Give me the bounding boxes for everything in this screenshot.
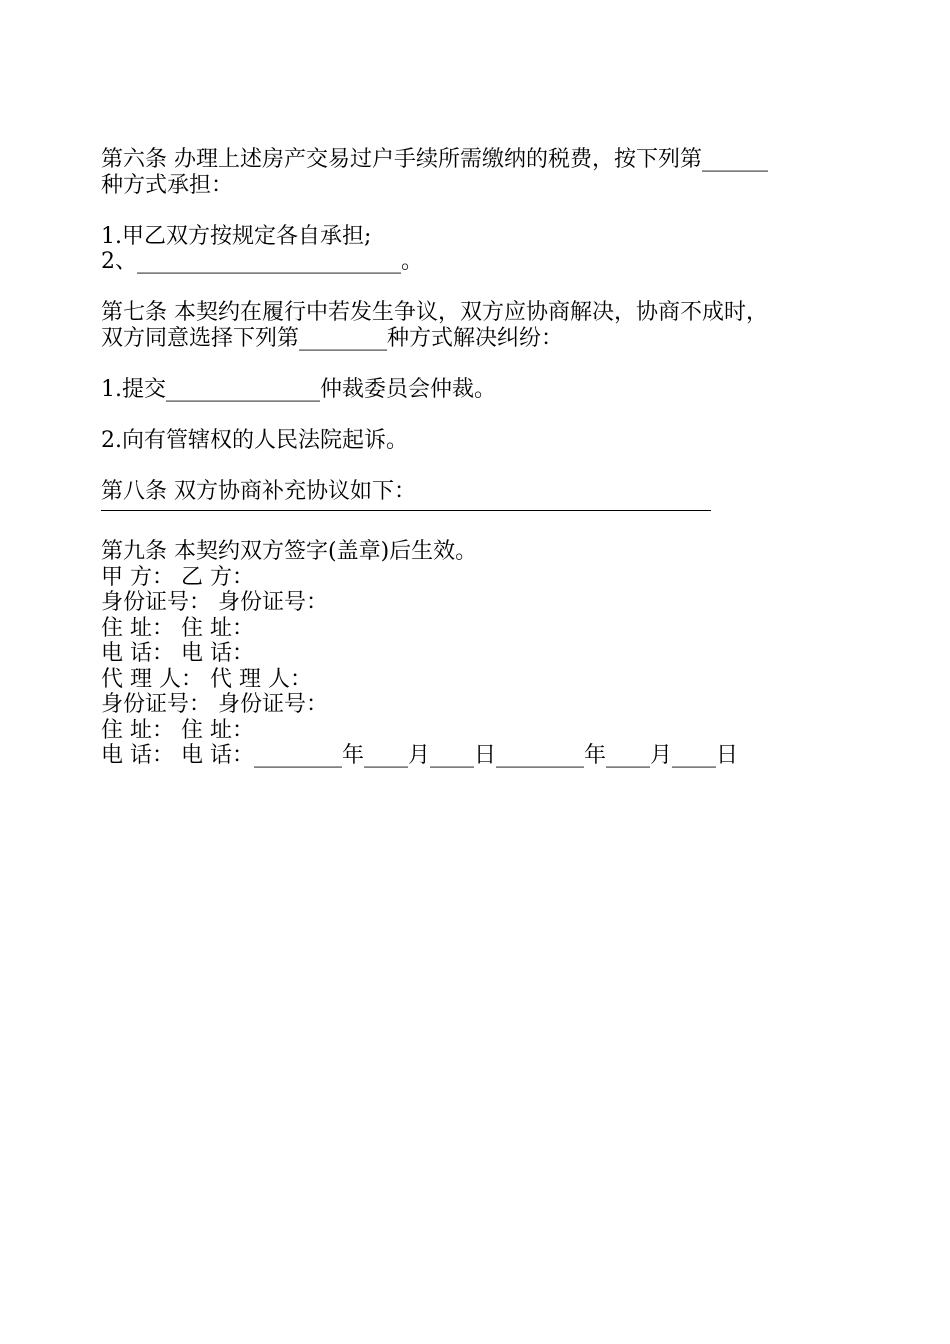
article-9 — [101, 539, 861, 769]
article-6-line-2: 种方式承担： — [101, 172, 234, 198]
article-8 — [101, 479, 861, 512]
article-6 — [101, 147, 861, 275]
article-6-option-2: 2、________________________。 — [101, 249, 423, 274]
contract-page — [101, 147, 861, 769]
address-line: 住 址： 住 址： — [101, 615, 254, 641]
article-6-line-1: 第六条 办理上述房产交易过户手续所需缴纳的税费，按下列第______ — [101, 147, 768, 172]
agent-line: 代 理 人： 代 理 人： — [101, 666, 312, 692]
paragraph-gap — [101, 453, 861, 479]
article-7-line-2: 双方同意选择下列第________种方式解决纠纷： — [101, 325, 564, 351]
party-a-b-line: 甲 方： 乙 方： — [101, 564, 254, 590]
paragraph-gap — [101, 402, 861, 428]
agent-address-line: 住 址： 住 址： — [101, 717, 254, 743]
agent-phone-date-line: 电 话： 电 话：________年____月____日________年____月____日 — [101, 743, 738, 768]
article-9-line-1: 第九条 本契约双方签字(盖章)后生效。 — [101, 539, 478, 564]
paragraph-gap — [101, 275, 861, 301]
phone-line: 电 话： 电 话： — [101, 641, 254, 666]
id-number-line: 身份证号： 身份证号： — [101, 590, 328, 615]
article-7 — [101, 300, 861, 453]
article-7-line-1: 第七条 本契约在履行中若发生争议，双方应协商解决，协商不成时， — [101, 300, 768, 325]
agent-id-number-line: 身份证号： 身份证号： — [101, 692, 328, 717]
article-7-option-1: 1.提交______________仲裁委员会仲裁。 — [101, 376, 496, 402]
article-6-option-1: 1.甲乙双方按规定各自承担; — [101, 223, 372, 249]
paragraph-gap — [101, 511, 861, 539]
article-7-option-2: 2.向有管辖权的人民法院起诉。 — [101, 427, 408, 453]
paragraph-gap — [101, 351, 861, 377]
paragraph-gap — [101, 198, 861, 224]
article-8-line-1: 第八条 双方协商补充协议如下： — [101, 478, 416, 504]
